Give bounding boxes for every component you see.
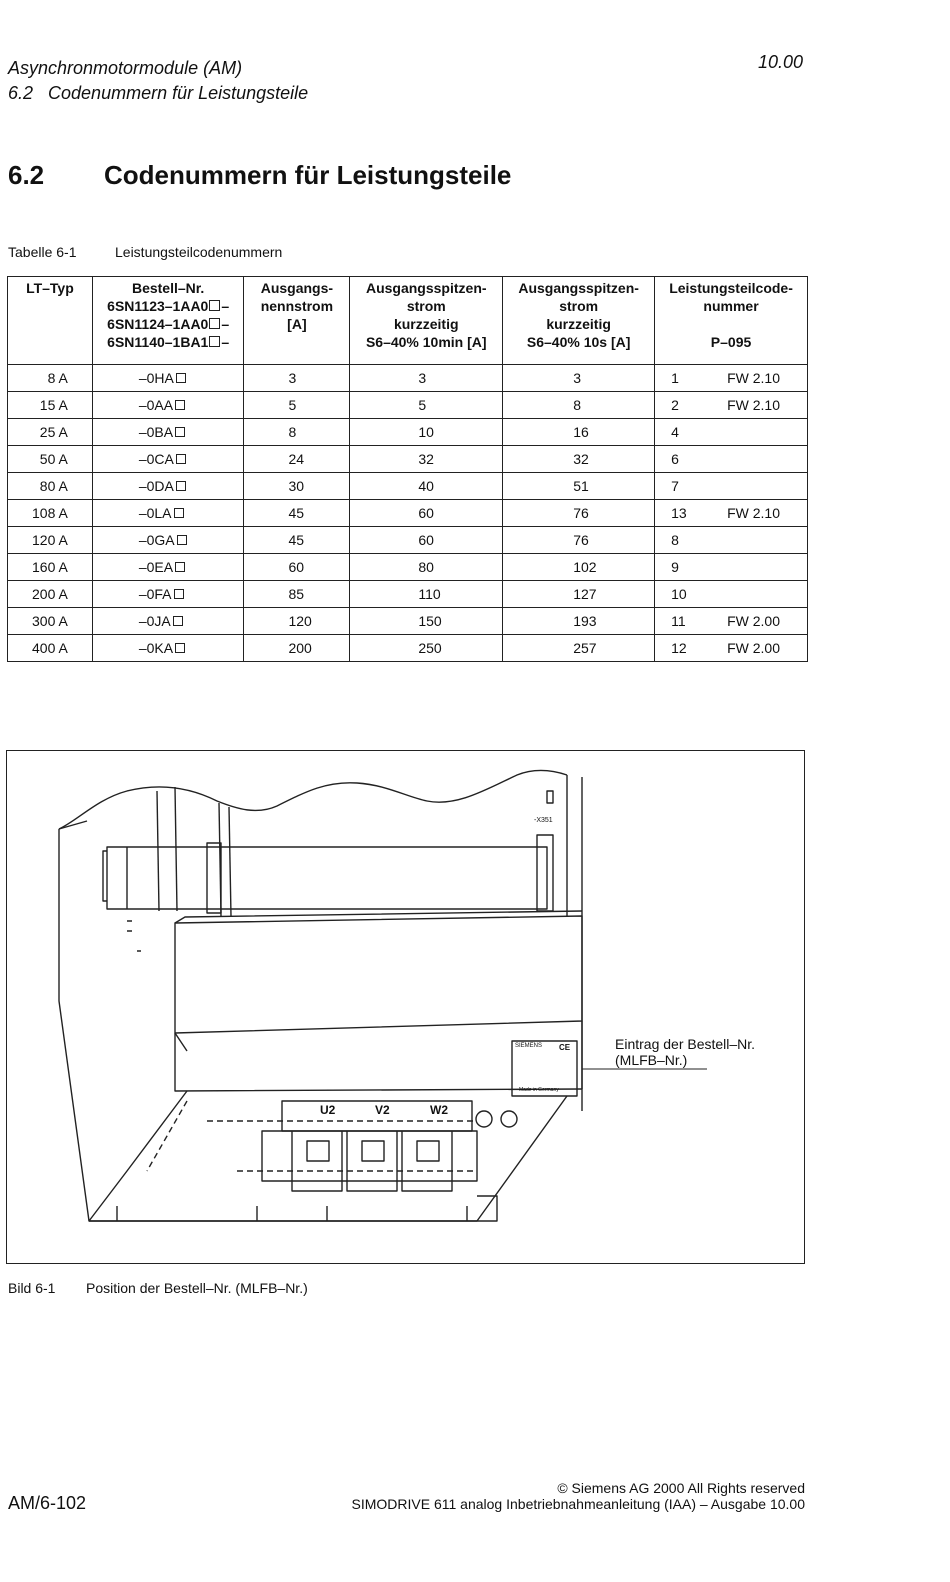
terminal-v2: V2 [375,1103,390,1117]
cell-nominal-current: 5 [244,392,350,419]
cell-lt-type: 200 A [8,581,93,608]
terminal-u2: U2 [320,1103,336,1117]
cell-lt-type: 25 A [8,419,93,446]
table-row [8,446,808,473]
header-chapter: Asynchronmotormodule (AM) [8,58,243,78]
terminal-w2: W2 [430,1103,448,1117]
col-header-peak-10min: Ausgangsspitzen- strom kurzzeitig S6–40% 10min [A] [350,277,503,365]
cell-peak-10min: 110 [350,581,503,608]
table-row [8,500,808,527]
cell-nominal-current: 85 [244,581,350,608]
cell-peak-10min: 3 [350,365,503,392]
cell-peak-10s: 76 [503,527,655,554]
cell-peak-10min: 150 [350,608,503,635]
cell-nominal-current: 60 [244,554,350,581]
cell-peak-10s: 127 [503,581,655,608]
nameplate-brand: SIEMENS [515,1043,543,1049]
cell-power-code: 8 [655,527,808,554]
cell-peak-10s: 193 [503,608,655,635]
cell-peak-10min: 60 [350,500,503,527]
cell-order-number: –0DA [92,473,244,500]
header-version: 10.00 [758,52,804,72]
cell-power-code: 10 [655,581,808,608]
figure-caption [8,1280,308,1296]
cell-order-number: –0KA [92,635,244,662]
cell-peak-10min: 250 [350,635,503,662]
cell-nominal-current: 200 [244,635,350,662]
cell-nominal-current: 45 [244,527,350,554]
cell-lt-type: 80 A [8,473,93,500]
cell-lt-type: 400 A [8,635,93,662]
cell-order-number: –0HA [92,365,244,392]
cell-peak-10s: 51 [503,473,655,500]
cell-order-number: –0CA [92,446,244,473]
table-row [8,554,808,581]
col-header-peak-10s: Ausgangsspitzen- strom kurzzeitig S6–40% 10s [A] [503,277,655,365]
cell-peak-10s: 76 [503,500,655,527]
col-header-nominal-current: Ausgangs- nennstrom [A] [244,277,350,365]
cell-peak-10min: 60 [350,527,503,554]
firmware-note: FW 2.00 [727,613,780,629]
ce-mark: CE [559,1043,571,1052]
figure-caption-title: Position der Bestell–Nr. (MLFB–Nr.) [86,1280,308,1296]
cell-lt-type: 108 A [8,500,93,527]
cell-order-number: –0BA [92,419,244,446]
section-heading [8,160,511,191]
table-row [8,608,808,635]
footer-document: SIMODRIVE 611 analog Inbetriebnahmeanleitung (IAA) – Ausgabe 10.00 [351,1496,805,1512]
table-row [8,635,808,662]
cell-power-code: 11 FW 2.00 [655,608,808,635]
cell-peak-10s: 3 [503,365,655,392]
cell-power-code: 13 FW 2.10 [655,500,808,527]
table-caption-title: Leistungsteilcodenummern [115,244,283,260]
connector-label: -X351 [534,817,553,824]
cell-order-number: –0AA [92,392,244,419]
col-header-lt-type: LT–Typ [8,277,93,365]
cell-nominal-current: 30 [244,473,350,500]
firmware-note: FW 2.00 [727,640,780,656]
table-caption-label: Tabelle 6-1 [8,244,77,260]
cell-lt-type: 160 A [8,554,93,581]
cell-power-code: 4 [655,419,808,446]
cell-nominal-current: 8 [244,419,350,446]
cell-peak-10min: 80 [350,554,503,581]
running-header [8,56,308,106]
figure-frame [6,750,805,1264]
section-number: 6.2 [8,160,45,190]
cell-peak-10s: 8 [503,392,655,419]
col-header-order-number: Bestell–Nr. 6SN1123–1AA0 – 6SN1124–1AA0 – 6SN1140–1BA1 – [92,277,244,365]
cell-power-code: 6 [655,446,808,473]
cell-order-number: –0FA [92,581,244,608]
cell-nominal-current: 24 [244,446,350,473]
cell-peak-10min: 32 [350,446,503,473]
table-header-row [8,277,808,365]
cell-nominal-current: 45 [244,500,350,527]
cell-power-code: 1 FW 2.10 [655,365,808,392]
table-row [8,527,808,554]
power-module-drawing [7,751,804,1263]
cell-order-number: –0EA [92,554,244,581]
cell-peak-10s: 16 [503,419,655,446]
page-number: AM/6-102 [8,1493,87,1513]
table-row [8,392,808,419]
cell-lt-type: 15 A [8,392,93,419]
table-row [8,473,808,500]
cell-power-code: 9 [655,554,808,581]
table-caption [8,244,282,260]
cell-order-number: –0LA [92,500,244,527]
made-in-label: Made in Germany [519,1087,559,1093]
cell-peak-10s: 32 [503,446,655,473]
table-row [8,365,808,392]
col-header-power-code: Leistungsteilcode- nummer P–095 [655,277,808,365]
cell-lt-type: 300 A [8,608,93,635]
firmware-note: FW 2.10 [727,505,780,521]
cell-order-number: –0JA [92,608,244,635]
firmware-note: FW 2.10 [727,370,780,386]
cell-peak-10min: 5 [350,392,503,419]
firmware-note: FW 2.10 [727,397,780,413]
figure-caption-label: Bild 6-1 [8,1280,56,1296]
footer-info [300,1480,805,1512]
cell-lt-type: 120 A [8,527,93,554]
cell-order-number: –0GA [92,527,244,554]
header-section: 6.2 Codenummern für Leistungsteile [8,83,309,103]
cell-nominal-current: 3 [244,365,350,392]
power-section-code-table [7,276,808,662]
cell-power-code: 7 [655,473,808,500]
cell-lt-type: 50 A [8,446,93,473]
cell-power-code: 12 FW 2.00 [655,635,808,662]
cell-power-code: 2 FW 2.10 [655,392,808,419]
footer-copyright: © Siemens AG 2000 All Rights reserved [557,1480,805,1496]
table-row [8,581,808,608]
cell-peak-10min: 40 [350,473,503,500]
cell-peak-10s: 257 [503,635,655,662]
cell-peak-10s: 102 [503,554,655,581]
cell-nominal-current: 120 [244,608,350,635]
section-title: Codenummern für Leistungsteile [104,160,512,190]
cell-peak-10min: 10 [350,419,503,446]
figure-annotation: Eintrag der Bestell–Nr. (MLFB–Nr.) [615,1036,756,1068]
table-row [8,419,808,446]
cell-lt-type: 8 A [8,365,93,392]
